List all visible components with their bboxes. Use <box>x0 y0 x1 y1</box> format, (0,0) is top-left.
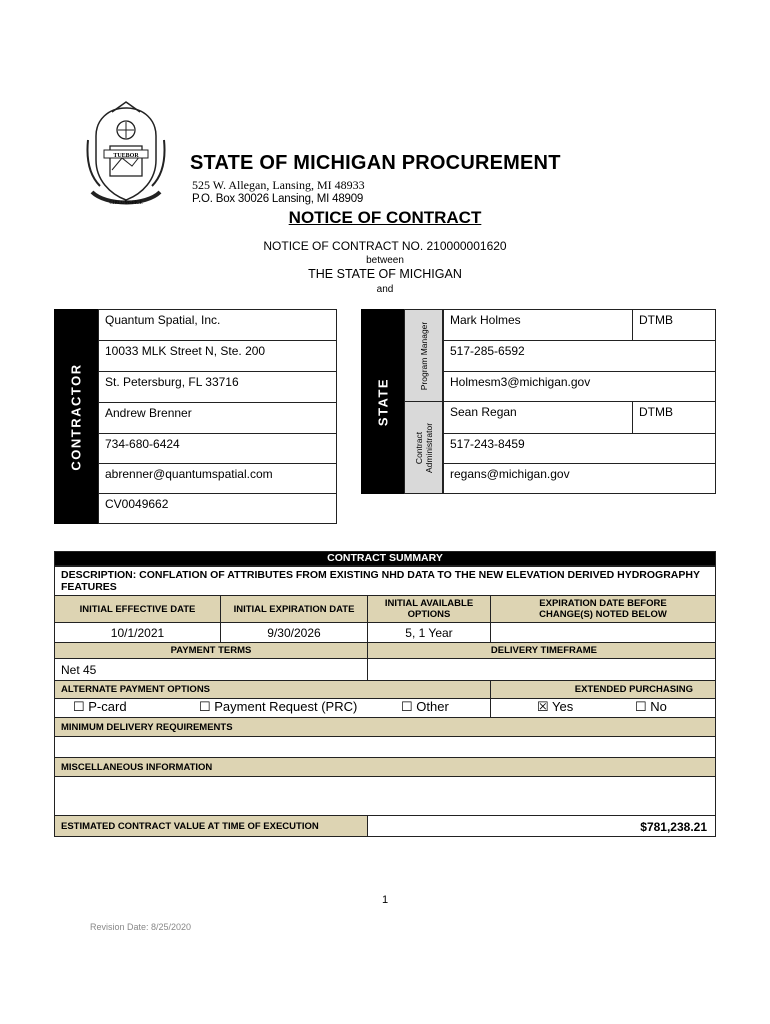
page-number: 1 <box>381 894 389 906</box>
expiration-before <box>490 622 716 643</box>
pcard-checkbox[interactable]: ☐ P-card <box>73 699 127 714</box>
contract-number: NOTICE OF CONTRACT NO. 210000001620 <box>263 239 507 253</box>
extended-purchasing-options <box>490 698 716 718</box>
contractor-vendor-number: CV0049662 <box>98 493 337 524</box>
header-expiration-before: EXPIRATION DATE BEFORE CHANGE(S) NOTED BELOW <box>490 595 716 623</box>
seal-motto: TUEBOR <box>113 153 139 159</box>
available-options: 5, 1 Year <box>367 622 491 643</box>
program-manager-side <box>404 309 443 402</box>
pm-agency: DTMB <box>632 309 716 341</box>
header-payment-terms: PAYMENT TERMS <box>54 642 368 659</box>
description-text: DESCRIPTION: CONFLATION OF ATTRIBUTES FROM EXISTING NHD DATA TO THE NEW ELEVATION DERIVED HYDROGRAPHY FEATURES <box>61 569 700 593</box>
michigan-seal-icon <box>82 100 170 210</box>
pm-phone: 517-285-6592 <box>443 340 716 372</box>
contractor-phone: 734-680-6424 <box>98 433 337 465</box>
contractor-street: 10033 MLK Street N, Ste. 200 <box>98 340 337 372</box>
payment-terms: Net 45 <box>54 658 368 681</box>
header-estimated-value: ESTIMATED CONTRACT VALUE AT TIME OF EXECUTION <box>54 815 368 837</box>
header-extended-purchasing: EXTENDED PURCHASING <box>490 680 716 699</box>
contract-summary-title: CONTRACT SUMMARY <box>327 552 443 564</box>
no-checkbox[interactable]: ☐ No <box>635 699 667 714</box>
notice-title-wrap <box>0 208 770 228</box>
contractor-contact: Andrew Brenner <box>98 402 337 434</box>
ca-agency: DTMB <box>632 401 716 434</box>
header-delivery-timeframe: DELIVERY TIMEFRAME <box>367 642 716 659</box>
and-text: and <box>376 284 394 295</box>
yes-checkbox[interactable]: ☒ Yes <box>537 699 574 714</box>
header-misc-info: MISCELLANEOUS INFORMATION <box>54 757 716 777</box>
address-line-2: P.O. Box 30026 Lansing, MI 48909 <box>192 193 364 205</box>
header-alternate-payment: ALTERNATE PAYMENT OPTIONS <box>54 680 491 699</box>
header-available-options: INITIAL AVAILABLE OPTIONS <box>367 595 491 623</box>
seal-banner: CIRCUMSPICE <box>109 201 143 206</box>
header-expiration-date: INITIAL EXPIRATION DATE <box>220 595 368 623</box>
description-cell <box>54 566 716 596</box>
alternate-payment-options <box>54 698 491 718</box>
agency-name: STATE OF MICHIGAN PROCUREMENT <box>190 152 561 174</box>
program-manager-label: Program Manager <box>418 321 429 390</box>
delivery-timeframe <box>367 658 716 681</box>
contractor-sidebar <box>54 309 98 524</box>
between-text: between <box>366 255 404 266</box>
state-sidebar <box>361 309 404 494</box>
contractor-label: CONTRACTOR <box>68 362 84 471</box>
pm-email: Holmesm3@michigan.gov <box>443 371 716 402</box>
state-name: THE STATE OF MICHIGAN <box>308 267 462 281</box>
estimated-value: $781,238.21 <box>367 815 716 837</box>
state-label: STATE <box>375 377 390 426</box>
header-effective-date: INITIAL EFFECTIVE DATE <box>54 595 221 623</box>
ca-name: Sean Regan <box>443 401 633 434</box>
misc-info <box>54 776 716 816</box>
pm-name: Mark Holmes <box>443 309 633 341</box>
contract-summary-header <box>54 551 716 566</box>
address-line-1: 525 W. Allegan, Lansing, MI 48933 <box>192 178 365 192</box>
header-minimum-delivery: MINIMUM DELIVERY REQUIREMENTS <box>54 717 716 737</box>
contract-admin-label: Contract Administrator <box>413 422 434 473</box>
ca-email: regans@michigan.gov <box>443 463 716 494</box>
contractor-email: abrenner@quantumspatial.com <box>98 463 337 495</box>
ca-phone: 517-243-8459 <box>443 433 716 464</box>
expiration-date: 9/30/2026 <box>220 622 368 643</box>
contract-admin-side <box>404 401 443 494</box>
notice-title: NOTICE OF CONTRACT <box>288 208 482 227</box>
contractor-city: St. Petersburg, FL 33716 <box>98 371 337 403</box>
effective-date: 10/1/2021 <box>54 622 221 643</box>
contractor-company: Quantum Spatial, Inc. <box>98 309 337 341</box>
revision-date: Revision Date: 8/25/2020 <box>90 922 192 932</box>
other-checkbox[interactable]: ☐ Other <box>401 699 449 714</box>
prc-checkbox[interactable]: ☐ Payment Request (PRC) <box>199 699 358 714</box>
minimum-delivery <box>54 736 716 758</box>
